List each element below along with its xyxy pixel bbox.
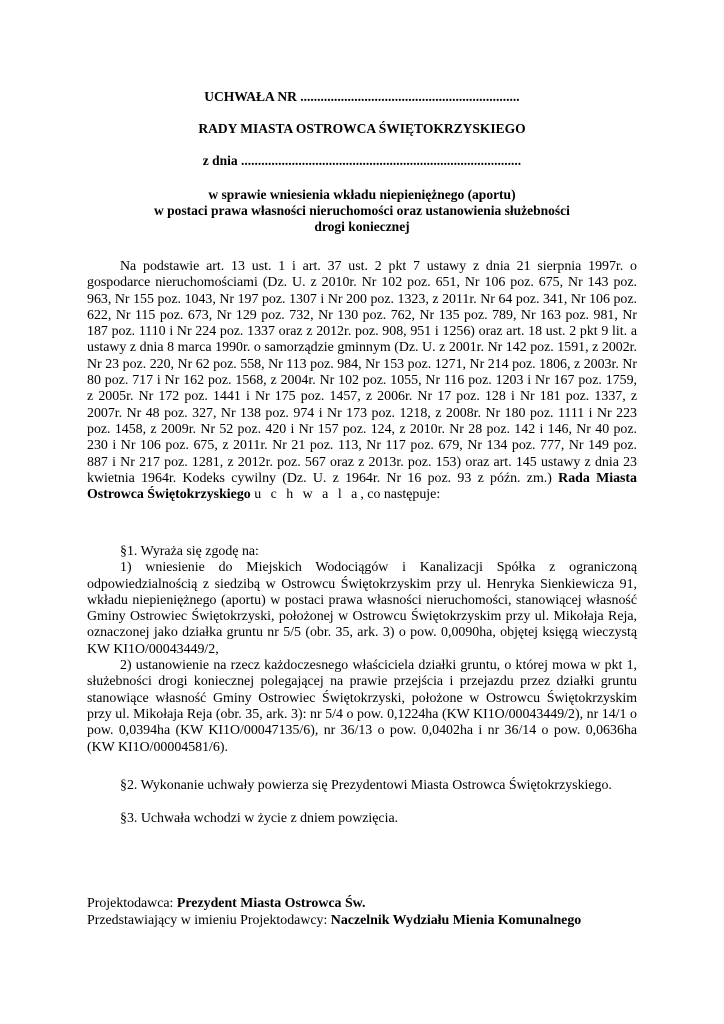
preamble-paragraph	[87, 259, 637, 503]
section-1	[87, 544, 637, 756]
presenter-line	[87, 913, 581, 930]
presenter-name: Naczelnik Wydziału Mienia Komunalnego	[330, 913, 582, 928]
preamble-tail: , co następuje:	[360, 487, 441, 503]
section-2-text: §2. Wykonanie uchwały powierza się Prezydentowi Miasta Ostrowca Świętokrzyskiego.	[120, 778, 612, 793]
resolution-number: UCHWAŁA NR .................................................................	[204, 89, 520, 104]
legal-basis-text: Na podstawie art. 13 ust. 1 i art. 37 ust. 2 pkt 7 ustawy z dnia 21 sierpnia 1997r. o gospodarce nieruchomościami (Dz. U. z 2010r. Nr 102 poz. 651, Nr 106 poz. 675, Nr 143 poz. 963, Nr 155 poz. 1043, Nr 197 poz. 1307 i Nr 200 poz. 1323, z 2011r. Nr 64 poz. 341, Nr 106 poz. 622, Nr 115 poz. 673, Nr 129 poz. 732, Nr 130 poz. 762, Nr 135 poz. 789, Nr 163 poz. 981, Nr 187 poz. 1110 i Nr 224 poz. 1337 oraz z 2012r. poz. 908, 951 i 1256) oraz art. 18 ust. 2 pkt 9 lit. a ustawy z dnia 8 marca 1990r. o samorządzie gminnym (Dz. U. z 2001r. Nr 142 poz. 1591, z 2002r. Nr 23 poz. 220, Nr 62 poz. 558, Nr 113 poz. 984, Nr 153 poz. 1271, Nr 214 poz. 1806, z 2003r. Nr 80 poz. 717 i Nr 162 poz. 1568, z 2004r. Nr 102 poz. 1055, Nr 116 poz. 1203 i Nr 167 poz. 1759, z 2005r. Nr 172 poz. 1441 i Nr 175 poz. 1457, z 2006r. Nr 17 poz. 128 i Nr 181 poz. 1337, z 2007r. Nr 48 poz. 327, Nr 138 poz. 974 i Nr 173 poz. 1218, z 2008r. Nr 180 poz. 1111 i Nr 223 poz. 1458, z 2009r. Nr 52 poz. 420 i Nr 157 poz. 124, z 2010r. Nr 28 poz. 142 i 146, Nr 40 poz. 230 i Nr 106 poz. 675, z 2011r. Nr 21 poz. 113, Nr 117 poz. 679, Nr 134 poz. 777, Nr 149 poz. 887 i Nr 217 poz. 1281, z 2012r. poz. 567 oraz z 2013r. poz. 153) oraz art. 145 ustawy z dnia 23 kwietnia 1964r. Kodeks cywilny (Dz. U. z 1964r. Nr 16 poz. 93 z późn. zm.)	[87, 259, 637, 486]
section-2	[87, 778, 637, 794]
section-3-text: §3. Uchwała wchodzi w życie z dniem powzięcia.	[120, 811, 399, 826]
section-1-item-2: 2) ustanowienie na rzecz każdoczesnego właściciela działki gruntu, o której mowa w pkt 1, służebności drogi koniecznej polegającej na prawie przejścia i przejazdu przez działki gruntu stanowiące własność Gminy Ostrowiec Świętokrzyski, położone w Ostrowcu Świętokrzyskim przy ul. Mikołaja Reja (obr. 35, ark. 3): nr 5/4 o pow. 0,1224ha (KW KI1O/00043449/2), nr 14/1 o pow. 0,0394ha (KW KI1O/00047135/6), nr 36/13 o pow. 0,0402ha i nr 36/14 o pow. 0,0636ha (KW KI1O/00004581/6).	[87, 658, 637, 755]
author-label: Projektodawca:	[87, 896, 177, 911]
preamble	[87, 259, 637, 503]
council-name: RADY MIASTA OSTROWCA ŚWIĘTOKRZYSKIEGO	[198, 121, 526, 136]
section-3	[87, 811, 637, 827]
presenter-label: Przedstawiający w imieniu Projektodawcy:	[87, 913, 331, 928]
resolution-date: z dnia ...................................................................................	[202, 153, 522, 168]
subject-line-3: drogi koniecznej	[314, 219, 410, 234]
section-1-intro: §1. Wyraża się zgodę na:	[120, 544, 259, 559]
author-name: Prezydent Miasta Ostrowca Św.	[176, 896, 366, 911]
resolves-spaced: u c h w a l a	[254, 487, 361, 503]
subject-line-1: w sprawie wniesienia wkładu niepieniężnego (aportu)	[208, 187, 516, 202]
subject-line-2: w postaci prawa własności nieruchomości oraz ustanowienia służebności	[154, 203, 570, 218]
author-line	[87, 896, 365, 913]
council-bold: Rada Miasta Ostrowca Świętokrzyskiego	[87, 470, 637, 503]
section-1-item-1: 1) wniesienie do Miejskich Wodociągów i Kanalizacji Spółka z ograniczoną odpowiedzialnością z siedzibą w Ostrowcu Świętokrzyskim przy ul. Henryka Sienkiewicza 91, wkładu niepieniężnego (aportu) w postaci prawa własności nieruchomości, stanowiącej własność Gminy Ostrowiec Świętokrzyski, położonej w Ostrowcu Świętokrzyskim przy ul. Mikołaja Reja, oznaczonej jako działka gruntu nr 5/5 (obr. 35, ark. 3) o pow. 0,0090ha, objętej księgą wieczystą KW KI1O/00043449/2,	[87, 560, 637, 657]
